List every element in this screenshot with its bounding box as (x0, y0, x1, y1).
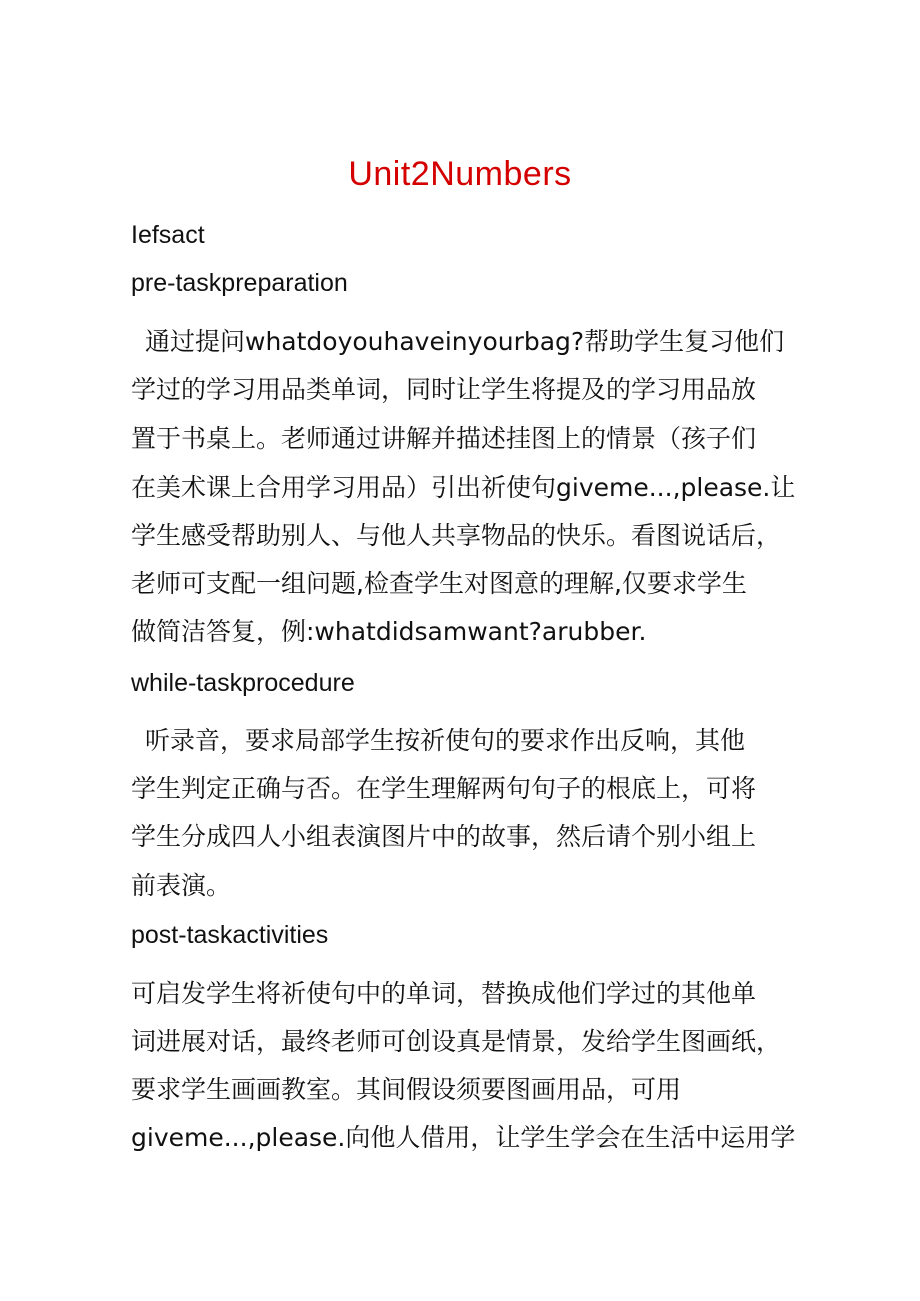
paragraph-line: 前表演。 (131, 871, 232, 900)
paragraph-line: 通过提问whatdoyouhaveinyourbag?帮助学生复习他们 (145, 327, 785, 356)
document-title: Unit2Numbers (348, 155, 572, 193)
paragraph-line: 可启发学生将祈使句中的单词，替换成他们学过的其他单 (131, 979, 757, 1008)
paragraph-line: 学生分成四人小组表演图片中的故事，然后请个别小组上 (131, 822, 757, 851)
paragraph-line: 学过的学习用品类单词，同时让学生将提及的学习用品放 (131, 375, 757, 404)
paragraph-line: 做简洁答复，例:whatdidsamwant?arubber. (131, 617, 647, 646)
paragraph-line: giveme...,please.向他人借用，让学生学会在生活中运用学 (131, 1123, 796, 1152)
paragraph-line: 在美术课上合用学习用品）引出祈使句giveme...,please.让 (131, 473, 796, 502)
section-heading-while-task: while-taskprocedure (131, 669, 355, 697)
paragraph-line: 老师可支配一组问题,检查学生对图意的理解,仅要求学生 (131, 569, 747, 598)
paragraph-line: 听录音，要求局部学生按祈使句的要求作出反响，其他 (145, 726, 746, 755)
paragraph-line: 学生感受帮助别人、与他人共享物品的快乐。看图说话后， (131, 521, 782, 550)
section-label: Iefsact (131, 221, 205, 249)
paragraph-line: 学生判定正确与否。在学生理解两句句子的根底上，可将 (131, 774, 757, 803)
paragraph-line: 词进展对话，最终老师可创设真是情景，发给学生图画纸， (131, 1027, 782, 1056)
paragraph-line: 要求学生画画教室。其间假设须要图画用品，可用 (131, 1075, 682, 1104)
section-heading-post-task: post-taskactivities (131, 921, 329, 949)
section-heading-pre-task: pre-taskpreparation (131, 269, 348, 297)
paragraph-line: 置于书桌上。老师通过讲解并描述挂图上的情景（孩子们 (131, 424, 757, 453)
